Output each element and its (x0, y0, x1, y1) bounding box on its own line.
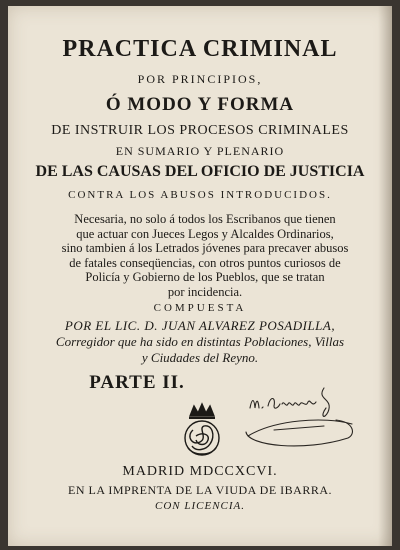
subtitle-line-5: DE LAS CAUSAS DEL OFICIO DE JUSTICIA (35, 163, 365, 180)
author-line: POR EL LIC. D. JUAN ALVAREZ POSADILLA, (64, 318, 336, 333)
description-line: Necesaria, no solo á todos los Escribanos que tienen (74, 212, 336, 226)
subtitle-line-3: DE INSTRUIR LOS PROCESOS CRIMINALES (51, 123, 349, 138)
book-title: PRACTICA CRIMINAL (62, 36, 338, 62)
author-line: y Ciudades del Reyno. (141, 350, 259, 365)
title-page (8, 6, 392, 546)
description-line: que actuar con Jueces Legos y Alcaldes Ordinarios, (76, 226, 334, 241)
subtitle-line-1: POR PRINCIPIOS, (137, 72, 263, 86)
description-line: por incidencia. (167, 284, 243, 299)
description-line: de fatales conseqüencias, con otros puntos curiosos de (69, 255, 341, 270)
imprint-printer: EN LA IMPRENTA DE LA VIUDA DE IBARRA. (68, 483, 332, 497)
description-line: sino tambien á los Letrados jóvenes para precaver abusos (61, 241, 349, 256)
author-block (8, 318, 392, 366)
imprint-license: CON LICENCIA. (154, 500, 245, 512)
subtitle-line-4: EN SUMARIO Y PLENARIO (115, 144, 285, 158)
part-heading: PARTE II. (89, 372, 185, 393)
imprint-place-date: MADRID MDCCXCVI. (122, 464, 278, 479)
subtitle-line-2: Ó MODO Y FORMA (105, 94, 295, 115)
subtitle-line-6: CONTRA LOS ABUSOS INTRODUCIDOS. (68, 189, 332, 201)
crowned-monogram-emblem-icon (180, 402, 224, 458)
handwritten-signature-icon (244, 386, 356, 450)
compuesta-label: COMPUESTA (153, 302, 247, 314)
author-line: Corregidor que ha sido en distintas Poblaciones, Villas (55, 334, 345, 349)
description-line: Policía y Gobierno de los Pueblos, que se tratan (85, 270, 325, 285)
description-paragraph (48, 212, 362, 300)
